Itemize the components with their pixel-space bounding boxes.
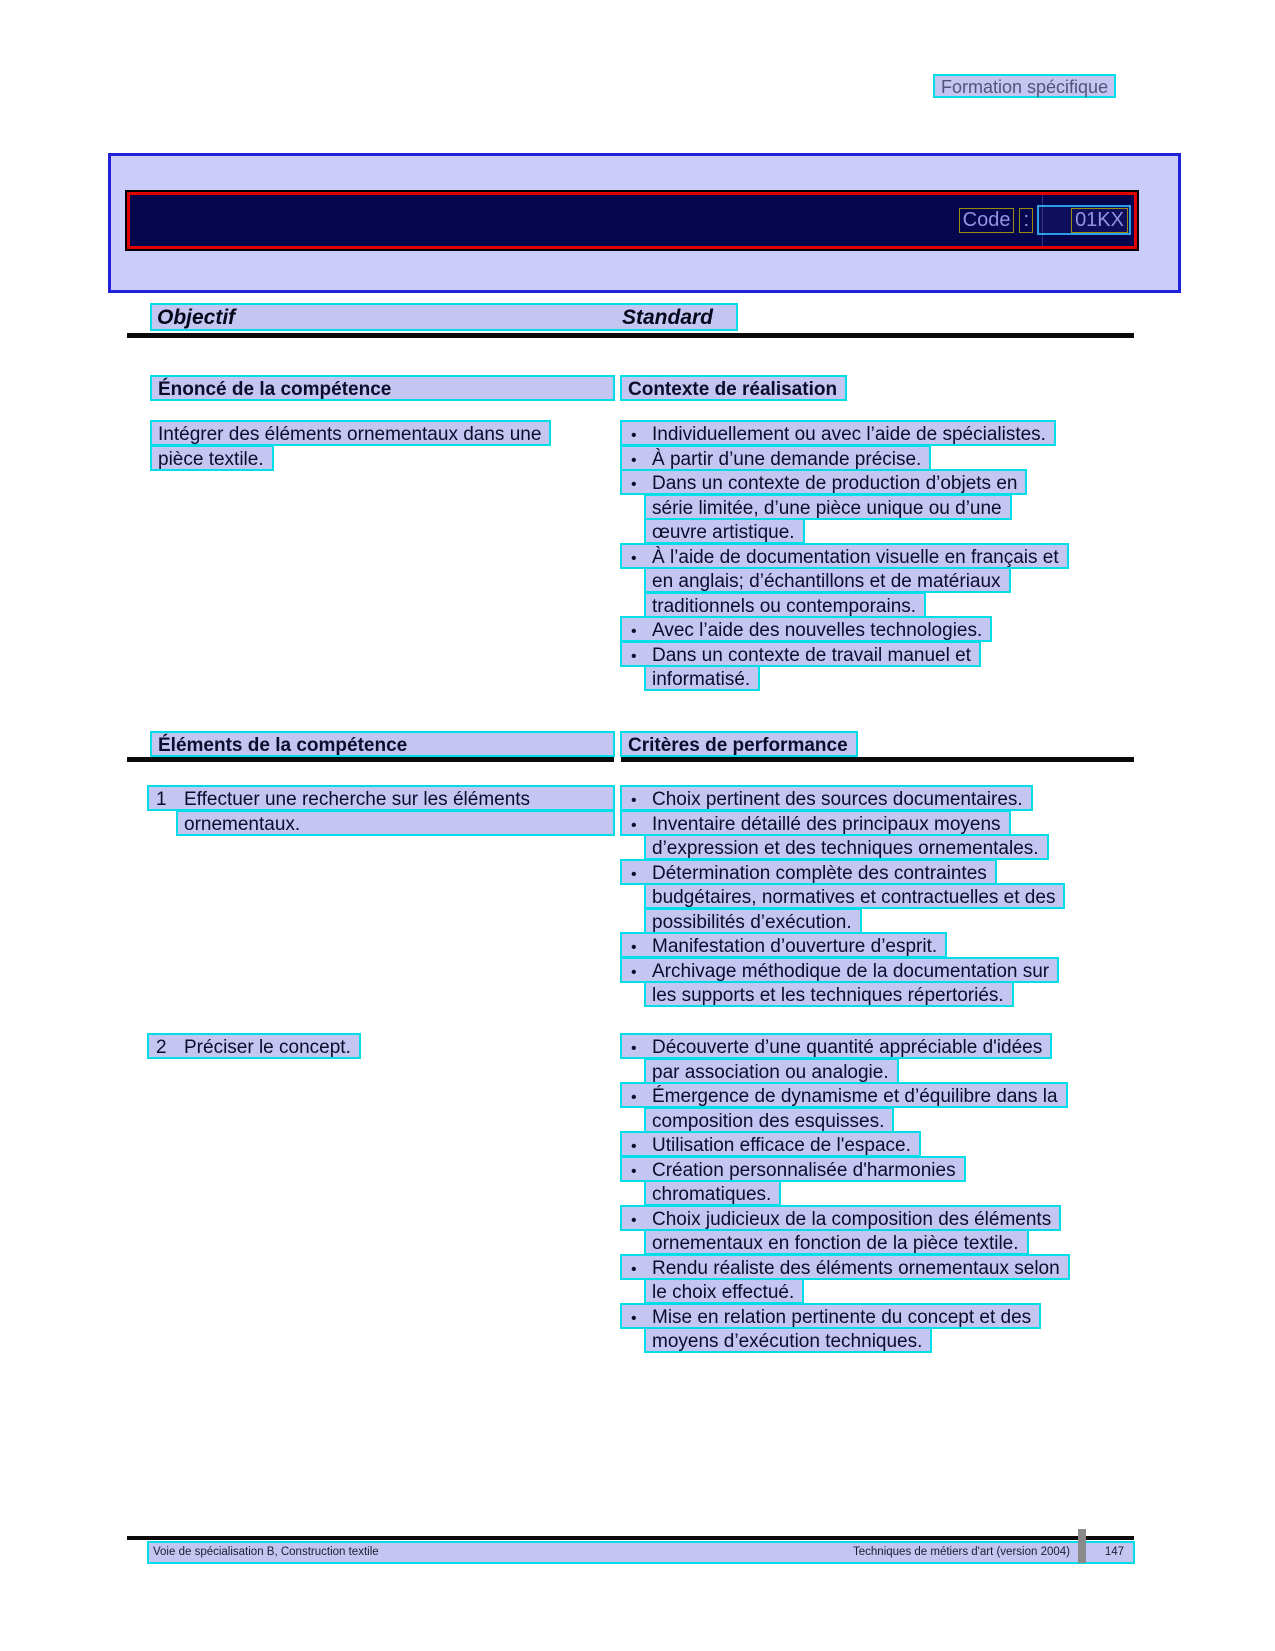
line-text: Utilisation efficace de l'espace.	[652, 1135, 911, 1156]
bullet-line	[620, 810, 1011, 836]
code-colon: :	[1019, 208, 1033, 233]
bullet-icon: •	[631, 476, 637, 493]
line-text: traditionnels ou contemporains.	[652, 595, 917, 617]
bullet-line	[620, 641, 981, 667]
bullet-line	[620, 445, 931, 471]
text-line	[644, 567, 1011, 593]
line-text: Choix judicieux de la composition des éléments	[652, 1208, 1052, 1230]
code-row	[959, 204, 1131, 236]
line-text: chromatiques.	[652, 1184, 772, 1205]
text-line	[150, 420, 551, 446]
text-line	[644, 981, 1014, 1007]
line-text: À partir d’une demande précise.	[652, 448, 922, 470]
code-label: Code	[959, 208, 1015, 233]
horizontal-rule-1	[127, 333, 1134, 338]
code-value-box	[1037, 205, 1131, 235]
line-text: Dans un contexte de travail manuel et	[652, 644, 971, 666]
bullet-line	[620, 1205, 1061, 1231]
page-header-label: Formation spécifique	[933, 74, 1116, 98]
section1-right-header: Contexte de réalisation	[620, 375, 847, 401]
text-line	[644, 592, 926, 618]
bullet-icon: •	[631, 939, 637, 956]
bullet-icon: •	[631, 792, 637, 809]
title-banner	[108, 153, 1181, 293]
code-value: 01KX	[1071, 208, 1128, 233]
text-line	[644, 665, 760, 691]
code-bar	[127, 192, 1137, 249]
bullet-line	[620, 1156, 966, 1182]
line-text: série limitée, d’une pièce unique ou d’une	[652, 497, 1002, 519]
footer-right-text: Techniques de métiers d'art (version 2004)	[853, 1546, 1070, 1558]
bullet-icon: •	[631, 427, 637, 444]
bullet-line	[620, 616, 992, 642]
bullet-line	[620, 543, 1069, 569]
bullet-icon: •	[631, 1040, 637, 1057]
line-text: Mise en relation pertinente du concept et des	[652, 1306, 1032, 1328]
line-text: Archivage méthodique de la documentation sur	[652, 960, 1050, 982]
criteria1-bullet-list	[620, 785, 1140, 1007]
bullet-icon: •	[631, 1162, 637, 1180]
line-text: Avec l’aide des nouvelles technologies.	[652, 620, 983, 641]
text-line	[150, 445, 274, 471]
item-number: 1	[156, 789, 167, 810]
line-text: Manifestation d’ouverture d’esprit.	[652, 936, 938, 957]
line-text: possibilités d’exécution.	[652, 911, 852, 933]
text-line	[644, 1107, 894, 1133]
text-line	[644, 883, 1065, 909]
objectif-header: Objectif	[157, 306, 236, 329]
contexte-bullet-list	[620, 420, 1140, 691]
bullet-icon: •	[631, 1260, 637, 1278]
text-line	[644, 518, 805, 544]
line-text: Émergence de dynamisme et d’équilibre dans la	[652, 1086, 1058, 1107]
line-text: Effectuer une recherche sur les éléments	[184, 789, 531, 810]
element2-text	[147, 1033, 615, 1059]
bullet-icon: •	[631, 865, 637, 883]
bullet-line	[620, 1033, 1052, 1059]
line-text: le choix effectué.	[652, 1282, 795, 1303]
line-text: Rendu réaliste des éléments ornementaux selon	[652, 1257, 1060, 1279]
line-text: budgétaires, normatives et contractuelles et des	[652, 887, 1056, 908]
item-number: 2	[156, 1037, 167, 1058]
text-line	[176, 810, 615, 836]
bullet-line	[620, 1131, 921, 1157]
section1-left-header: Énoncé de la compétence	[150, 375, 615, 401]
standard-header: Standard	[622, 306, 714, 329]
bullet-icon: •	[631, 549, 637, 567]
line-text: Inventaire détaillé des principaux moyens	[652, 813, 1001, 835]
line-text: les supports et les techniques répertoriés.	[652, 985, 1004, 1006]
section2-left-header: Éléments de la compétence	[150, 731, 615, 757]
line-text: pièce textile.	[158, 448, 264, 470]
line-text: Découverte d’une quantité appréciable d'idées	[652, 1037, 1043, 1058]
text-line	[644, 908, 862, 934]
line-text: par association ou analogie.	[652, 1061, 889, 1083]
horizontal-rule-2-left	[127, 757, 614, 762]
text-line	[644, 1278, 804, 1304]
line-text: d’expression et des techniques ornementales.	[652, 838, 1039, 859]
bullet-icon: •	[631, 963, 637, 981]
bullet-line	[620, 785, 1033, 811]
text-line	[644, 1229, 1029, 1255]
line-text: moyens d’exécution techniques.	[652, 1331, 923, 1352]
bullet-line	[620, 957, 1059, 983]
bullet-line	[620, 1303, 1041, 1329]
bullet-line	[620, 420, 1056, 446]
line-text: œuvre artistique.	[652, 522, 795, 543]
line-text: ornementaux en fonction de la pièce textile.	[652, 1233, 1019, 1254]
horizontal-rule-2-right	[621, 757, 1134, 762]
line-text: Détermination complète des contraintes	[652, 862, 987, 884]
bullet-icon: •	[631, 1138, 637, 1155]
text-line	[644, 1180, 781, 1206]
line-text: Création personnalisée d'harmonies	[652, 1159, 956, 1181]
text-line	[644, 834, 1049, 860]
bullet-icon: •	[631, 816, 637, 834]
criteria2-bullet-list	[620, 1033, 1140, 1353]
line-text: informatisé.	[652, 669, 751, 690]
bullet-icon: •	[631, 1211, 637, 1229]
footer-left-text: Voie de spécialisation B, Construction textile	[153, 1546, 379, 1558]
item-line	[147, 785, 615, 811]
bullet-icon: •	[631, 623, 637, 640]
bullet-icon: •	[631, 1089, 637, 1106]
footer-divider-bar	[1078, 1529, 1086, 1563]
bullet-line	[620, 1082, 1068, 1108]
bullet-icon: •	[631, 647, 637, 665]
objectif-standard-row	[150, 303, 738, 331]
enonce-paragraph	[150, 420, 615, 471]
line-text: Choix pertinent des sources documentaires.	[652, 789, 1023, 810]
line-text: composition des esquisses.	[652, 1110, 885, 1132]
element1-text	[147, 785, 615, 836]
bullet-icon: •	[631, 451, 637, 469]
bullet-line	[620, 932, 947, 958]
footer-bar	[147, 1541, 1135, 1564]
text-line	[644, 1058, 899, 1084]
line-text: À l’aide de documentation visuelle en français et	[652, 546, 1059, 568]
bullet-line	[620, 859, 997, 885]
page-number: 147	[1104, 1546, 1124, 1558]
bullet-icon: •	[631, 1309, 637, 1327]
section2-right-header: Critères de performance	[620, 731, 858, 757]
line-text: Intégrer des éléments ornementaux dans une	[158, 424, 542, 445]
line-text: en anglais; d’échantillons et de matériaux	[652, 571, 1001, 592]
bullet-line	[620, 469, 1027, 495]
bullet-line	[620, 1254, 1070, 1280]
line-text: Dans un contexte de production d’objets en	[652, 473, 1018, 494]
text-line	[644, 1327, 932, 1353]
footer-rule	[127, 1536, 1134, 1540]
line-text: Individuellement ou avec l’aide de spécialistes.	[652, 424, 1046, 445]
text-line	[644, 494, 1012, 520]
item-line	[147, 1033, 361, 1059]
line-text: Préciser le concept.	[184, 1037, 351, 1058]
line-text: ornementaux.	[184, 813, 301, 835]
